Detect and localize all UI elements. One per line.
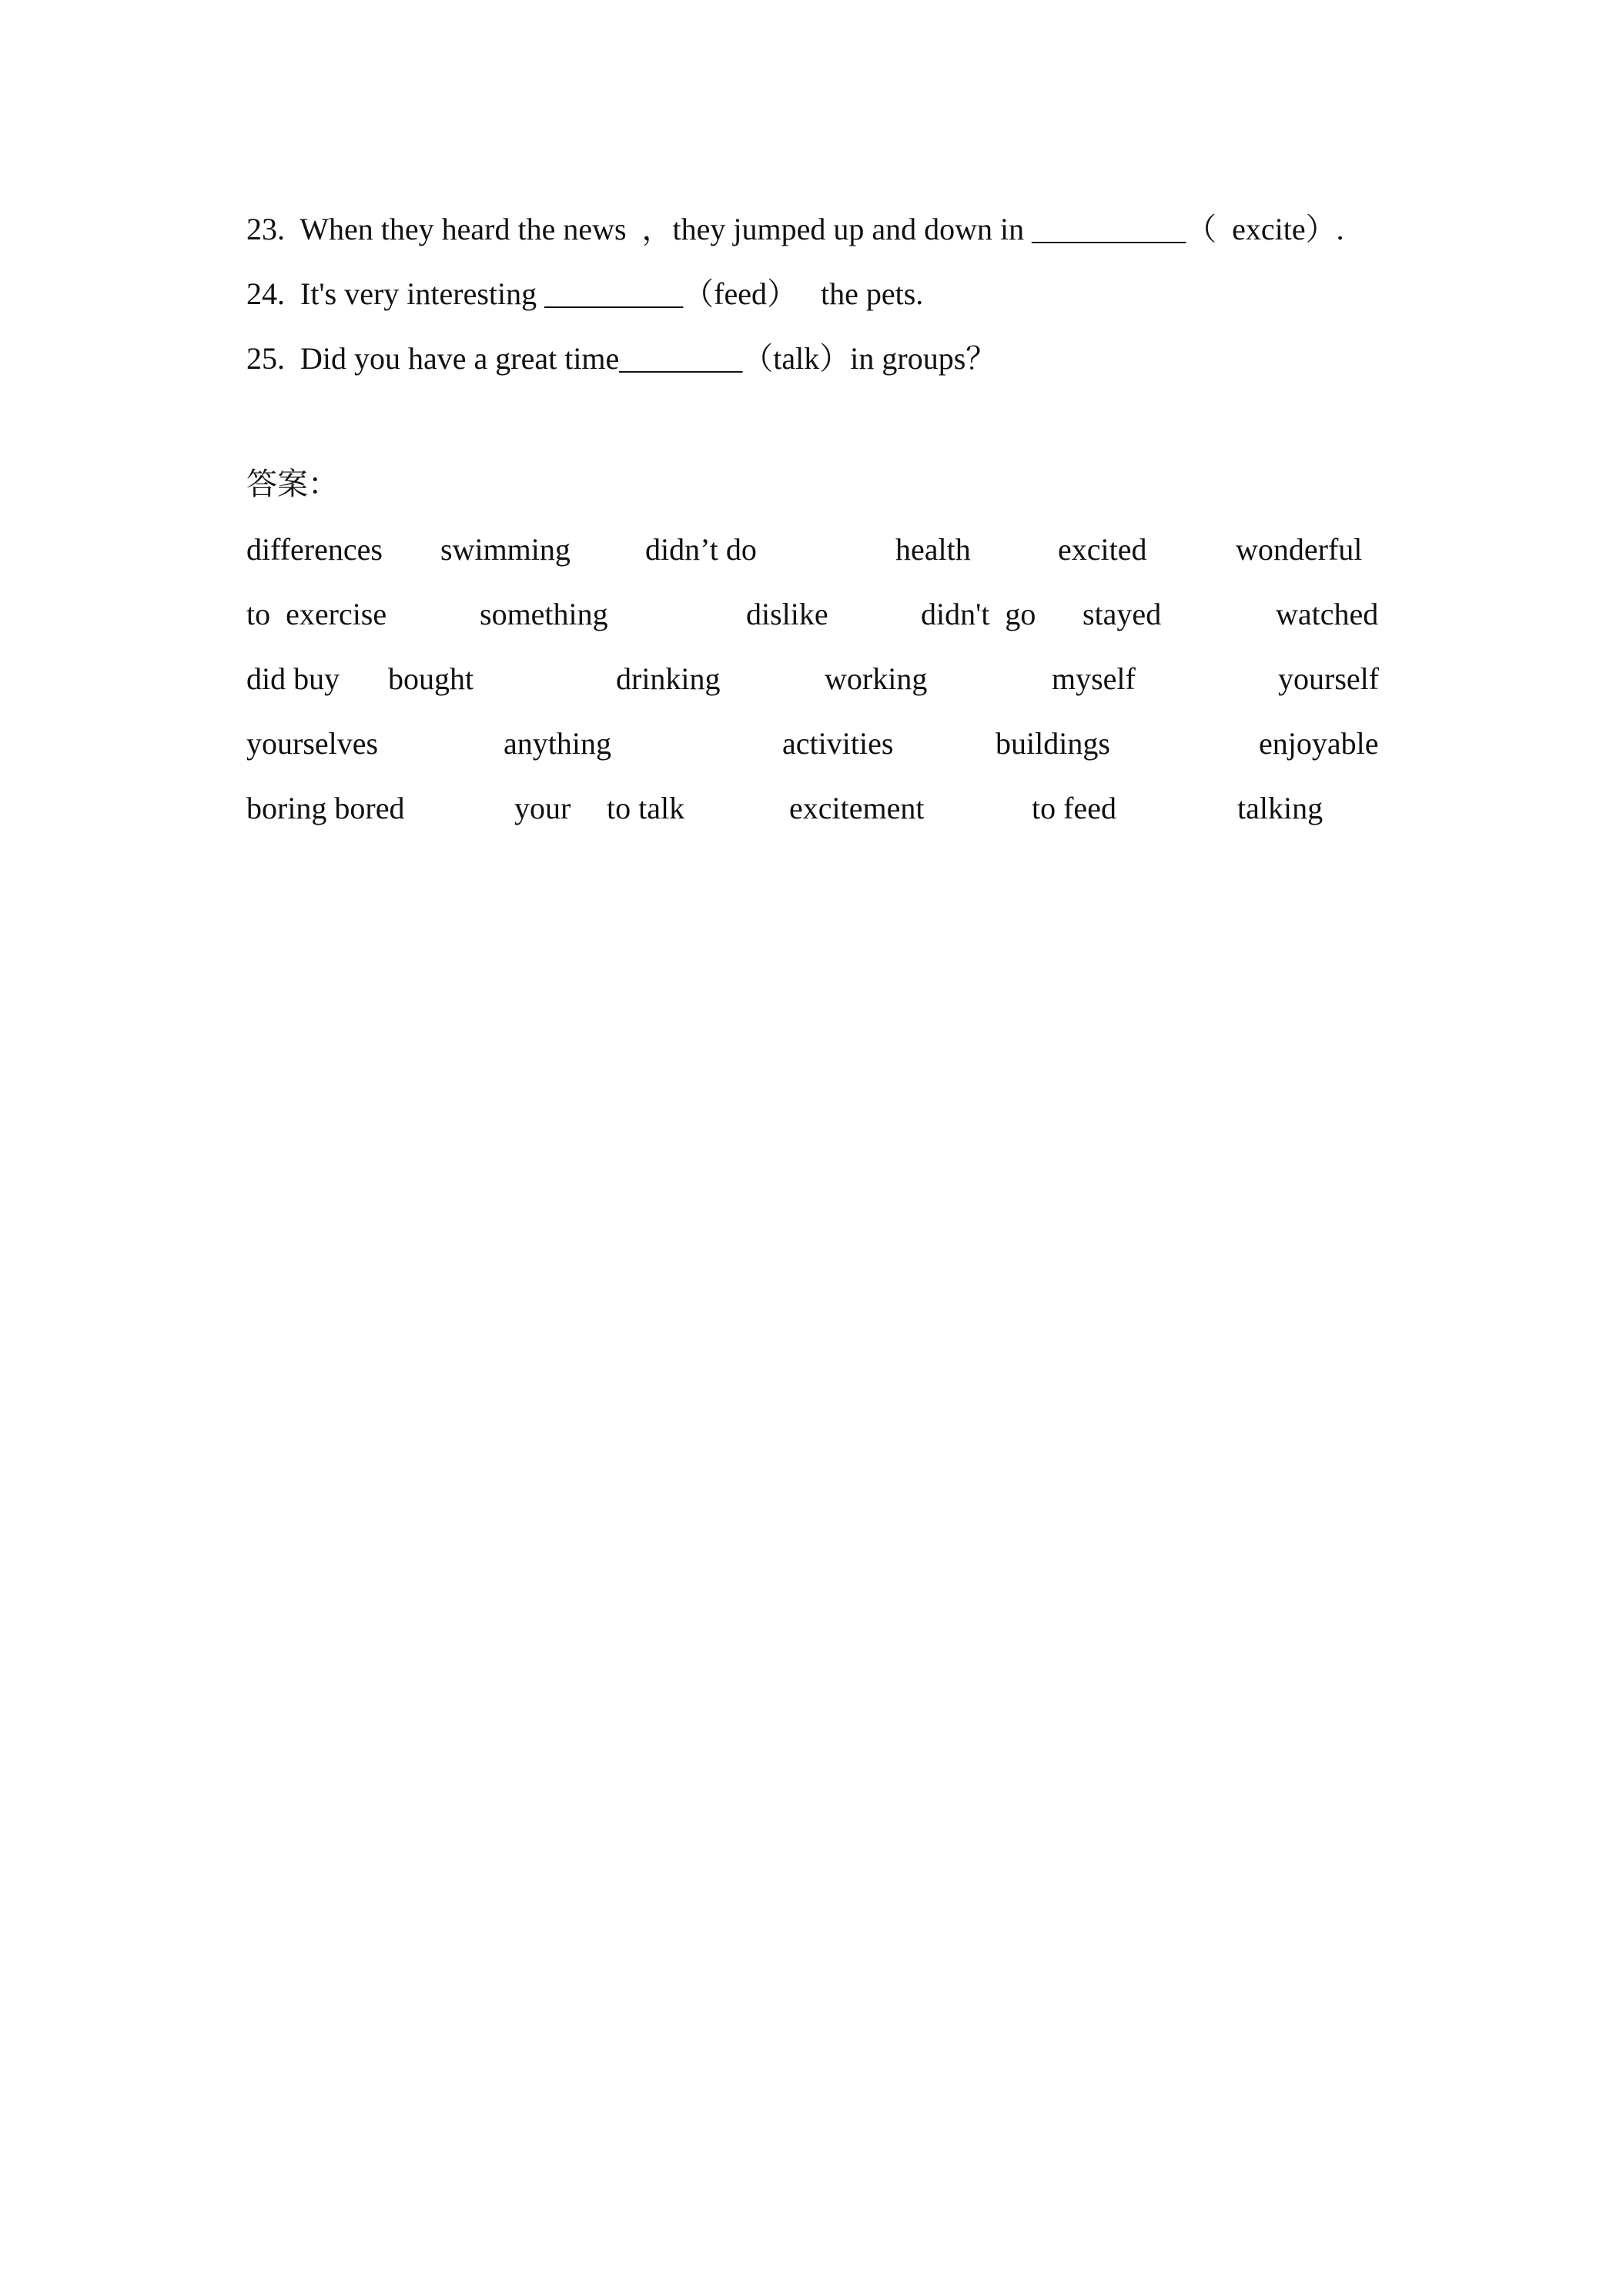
answer-item: working bbox=[825, 661, 928, 696]
answer-item: your bbox=[514, 791, 571, 825]
question-23: 23. When they heard the news ，they jumped up and down in __________（ excite）. bbox=[246, 212, 1344, 246]
answer-item: something bbox=[480, 597, 608, 631]
answer-item: health bbox=[895, 532, 971, 567]
answer-item: did buy bbox=[246, 661, 340, 696]
answer-item: boring bored bbox=[246, 791, 405, 825]
answer-item: anything bbox=[504, 726, 611, 761]
answer-item: buildings bbox=[996, 726, 1110, 761]
answer-item: yourself bbox=[1278, 661, 1380, 696]
answer-item: swimming bbox=[440, 532, 571, 567]
answer-item: didn’t do bbox=[645, 532, 757, 567]
answer-item: stayed bbox=[1083, 597, 1162, 631]
answer-item: excitement bbox=[789, 791, 925, 825]
answer-item: talking bbox=[1237, 791, 1323, 825]
answer-item: to exercise bbox=[246, 597, 387, 631]
answer-item: to feed bbox=[1032, 791, 1116, 825]
answer-item: yourselves bbox=[246, 726, 379, 761]
question-25: 25. Did you have a great time________（talk）in groups？ bbox=[246, 341, 997, 376]
answer-item: wonderful bbox=[1236, 532, 1363, 567]
answer-item: myself bbox=[1052, 661, 1136, 696]
answer-item: watched bbox=[1276, 597, 1379, 631]
answer-item: bought bbox=[388, 661, 474, 696]
answer-item: enjoyable bbox=[1259, 726, 1379, 761]
answer-item: excited bbox=[1058, 532, 1147, 567]
question-24: 24. It's very interesting _________（feed） the pets. bbox=[246, 276, 924, 311]
answer-item: dislike bbox=[746, 597, 828, 631]
answer-item: activities bbox=[782, 726, 894, 761]
answer-item: differences bbox=[246, 532, 383, 567]
answer-heading: 答案： bbox=[246, 467, 339, 502]
answer-item: to talk bbox=[607, 791, 685, 825]
answer-item: didn't go bbox=[921, 597, 1036, 631]
answer-item: drinking bbox=[616, 661, 721, 696]
